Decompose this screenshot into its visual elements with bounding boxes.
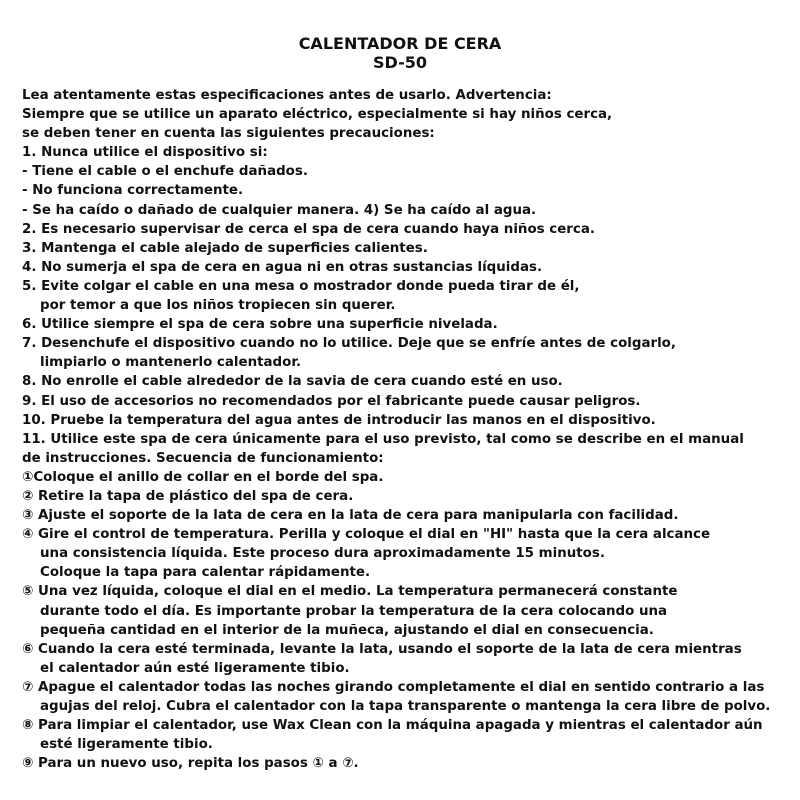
text-line: 7. Desenchufe el dispositivo cuando no lo utilice. Deje que se enfríe antes de colgarlo, xyxy=(22,336,676,352)
text-line: 8. No enrolle el cable alrededor de la savia de cera cuando esté en uso. xyxy=(22,374,563,390)
text-line: una consistencia líquida. Este proceso dura aproximadamente 15 minutos. xyxy=(40,546,605,562)
document-title: CALENTADOR DE CERA xyxy=(298,34,502,53)
text-line: ⑧ Para limpiar el calentador, use Wax Clean con la máquina apagada y mientras el calentador aún xyxy=(22,718,763,734)
text-line: 11. Utilice este spa de cera únicamente para el uso previsto, tal como se describe en el manual xyxy=(22,431,744,447)
text-line: 2. Es necesario supervisar de cerca el spa de cera cuando haya niños cerca. xyxy=(22,221,595,237)
text-line: ⑤ Una vez líquida, coloque el dial en el medio. La temperatura permanecerá constante xyxy=(22,584,678,600)
text-line: ③ Ajuste el soporte de la lata de cera en la lata de cera para manipularla con facilidad. xyxy=(22,508,679,524)
text-line: 5. Evite colgar el cable en una mesa o mostrador donde pueda tirar de él, xyxy=(22,278,580,294)
text-line: pequeña cantidad en el interior de la muñeca, ajustando el dial en consecuencia. xyxy=(40,622,654,638)
text-line: de instrucciones. Secuencia de funcionamiento: xyxy=(22,450,384,466)
text-line: se deben tener en cuenta las siguientes precauciones: xyxy=(22,126,435,142)
text-line: ①Coloque el anillo de collar en el borde del spa. xyxy=(22,469,384,485)
document-model: SD-50 xyxy=(372,53,427,72)
text-line: 4. No sumerja el spa de cera en agua ni en otras sustancias líquidas. xyxy=(22,259,543,275)
document-header xyxy=(0,34,800,72)
text-line: por temor a que los niños tropiecen sin querer. xyxy=(40,298,396,314)
text-line: 9. El uso de accesorios no recomendados por el fabricante puede causar peligros. xyxy=(22,393,641,409)
text-line: - No funciona correctamente. xyxy=(22,183,244,199)
text-line: ② Retire la tapa de plástico del spa de cera. xyxy=(22,488,354,504)
instructions-body xyxy=(22,86,792,773)
text-line: - Tiene el cable o el enchufe dañados. xyxy=(22,164,308,180)
text-line: 10. Pruebe la temperatura del agua antes de introducir las manos en el dispositivo. xyxy=(22,412,656,428)
text-line: Coloque la tapa para calentar rápidamente. xyxy=(40,565,371,581)
text-line: - Se ha caído o dañado de cualquier manera. 4) Se ha caído al agua. xyxy=(22,202,537,218)
text-line: Siempre que se utilice un aparato eléctrico, especialmente si hay niños cerca, xyxy=(22,107,613,123)
text-line: limpiarlo o mantenerlo calentador. xyxy=(40,355,302,371)
text-line: el calentador aún esté ligeramente tibio. xyxy=(40,660,350,676)
text-line: durante todo el día. Es importante probar la temperatura de la cera colocando una xyxy=(40,603,668,619)
text-line: ⑦ Apague el calentador todas las noches girando completamente el dial en sentido contrario a las xyxy=(22,679,765,695)
text-line: 3. Mantenga el cable alejado de superficies calientes. xyxy=(22,240,428,256)
text-line: Lea atentamente estas especificaciones antes de usarlo. Advertencia: xyxy=(22,88,552,103)
text-line: esté ligeramente tibio. xyxy=(40,737,213,753)
text-line: ⑨ Para un nuevo uso, repita los pasos ① a ⑦. xyxy=(22,756,359,772)
text-line: agujas del reloj. Cubra el calentador con la tapa transparente o mantenga la cera libre de polvo. xyxy=(40,699,771,714)
text-line: 6. Utilice siempre el spa de cera sobre una superficie nivelada. xyxy=(22,317,498,333)
text-line: ④ Gire el control de temperatura. Perilla y coloque el dial en "HI" hasta que la cera alcance xyxy=(22,527,711,543)
text-line: 1. Nunca utilice el dispositivo si: xyxy=(22,145,268,161)
text-line: ⑥ Cuando la cera esté terminada, levante la lata, usando el soporte de la lata de cera mientras xyxy=(22,641,742,657)
